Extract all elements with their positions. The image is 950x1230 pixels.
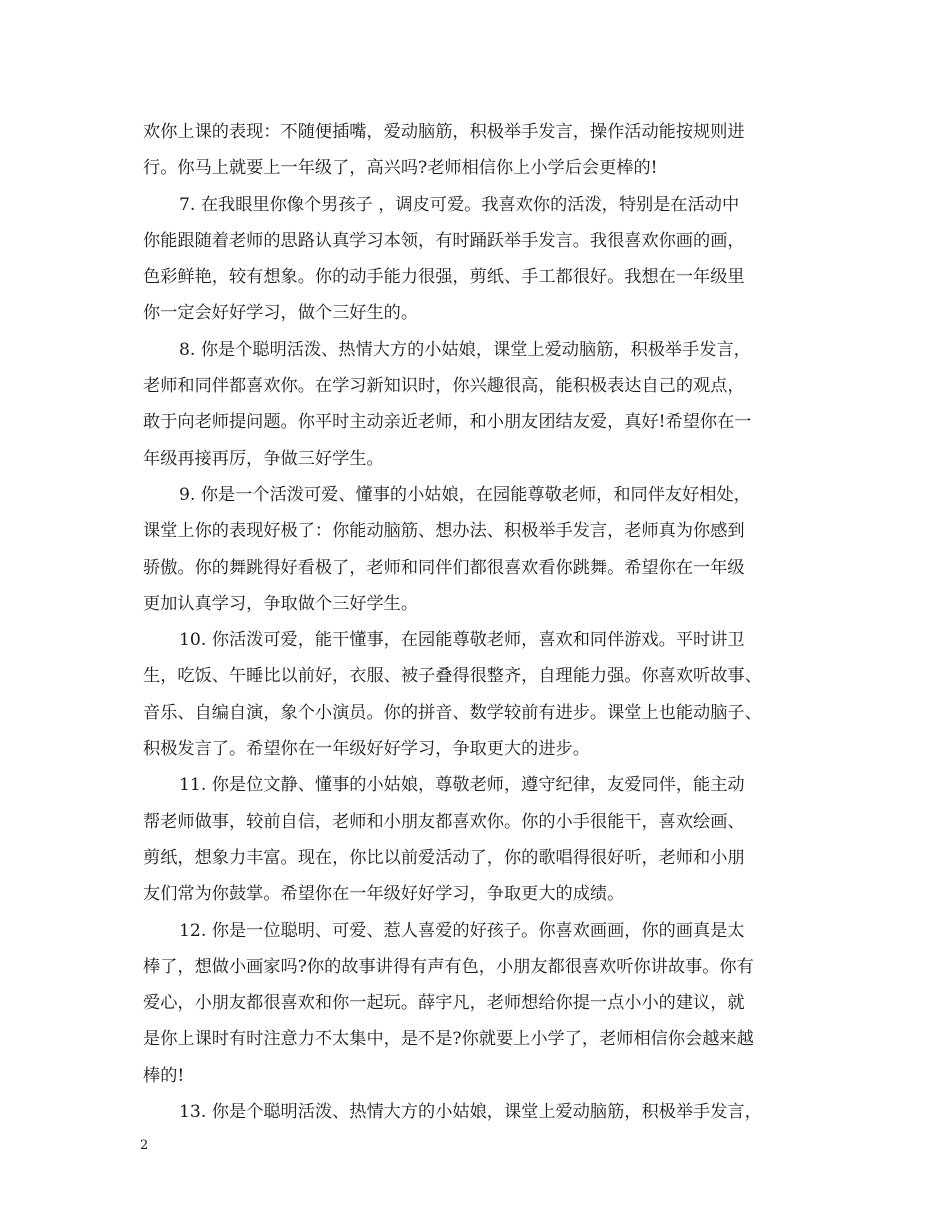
document-body bbox=[143, 114, 825, 1130]
paragraph-line: 爱心，小朋友都很喜欢和你一起玩。薛宇凡，老师想给你提一点小小的建议，就 bbox=[143, 993, 745, 1014]
paragraph-first-line: 8. 你是个聪明活泼、热情大方的小姑娘，课堂上爱动脑筋，积极举手发言， bbox=[179, 339, 751, 360]
paragraph-first-line: 12. 你是一位聪明、可爱、惹人喜爱的好孩子。你喜欢画画，你的画真是太 bbox=[179, 920, 745, 941]
paragraph-line: 年级再接再厉，争做三好学生。 bbox=[143, 448, 384, 469]
paragraph-line: 行。你马上就要上一年级了，高兴吗?老师相信你上小学后会更棒的! bbox=[143, 158, 658, 179]
paragraph-line: 是你上课时有时注意力不太集中，是不是?你就要上小学了，老师相信你会越来越 bbox=[143, 1029, 754, 1050]
paragraph-line: 课堂上你的表现好极了：你能动脑筋、想办法、积极举手发言，老师真为你感到 bbox=[143, 521, 745, 542]
page-number: 2 bbox=[140, 1138, 149, 1153]
paragraph-line: 棒了，想做小画家吗?你的故事讲得有声有色，小朋友都很喜欢听你讲故事。你有 bbox=[143, 956, 754, 977]
paragraph-line: 骄傲。你的舞跳得好看极了，老师和同伴们都很喜欢看你跳舞。希望你在一年级 bbox=[143, 557, 745, 578]
paragraph-line: 剪纸，想象力丰富。现在，你比以前爱活动了，你的歌唱得很好听，老师和小朋 bbox=[143, 847, 745, 868]
paragraph-line: 欢你上课的表现：不随便插嘴，爱动脑筋，积极举手发言，操作活动能按规则进 bbox=[143, 122, 745, 142]
paragraph-line: 生，吃饭、午睡比以前好，衣服、被子叠得很整齐，自理能力强。你喜欢听故事、 bbox=[143, 666, 762, 687]
paragraph-line: 音乐、自编自演，象个小演员。你的拼音、数学较前有进步。课堂上也能动脑子、 bbox=[143, 702, 762, 723]
paragraph-line: 帮老师做事，较前自信，老师和小朋友都喜欢你。你的小手很能干，喜欢绘画、 bbox=[143, 811, 745, 832]
paragraph-line: 老师和同伴都喜欢你。在学习新知识时，你兴趣很高，能积极表达自己的观点， bbox=[143, 376, 745, 397]
paragraph-first-line: 13. 你是个聪明活泼、热情大方的小姑娘，课堂上爱动脑筋，积极举手发言， bbox=[179, 1102, 762, 1123]
paragraph-line: 积极发言了。希望你在一年级好好学习，争取更大的进步。 bbox=[143, 739, 590, 760]
paragraph-first-line: 7. 在我眼里你像个男孩子 ，调皮可爱。我喜欢你的活泼，特别是在活动中 bbox=[179, 194, 740, 215]
paragraph-line: 友们常为你鼓掌。希望你在一年级好好学习，争取更大的成绩。 bbox=[143, 884, 625, 905]
paragraph-first-line: 11. 你是位文静、懂事的小姑娘，尊敬老师，遵守纪律，友爱同伴，能主动 bbox=[179, 775, 745, 796]
paragraph-line: 色彩鲜艳，较有想象。你的动手能力很强，剪纸、手工都很好。我想在一年级里 bbox=[143, 267, 745, 288]
paragraph-line: 更加认真学习，争取做个三好学生。 bbox=[143, 593, 419, 614]
paragraph-line: 棒的! bbox=[143, 1065, 185, 1086]
paragraph-first-line: 9. 你是一个活泼可爱、懂事的小姑娘，在园能尊敬老师，和同伴友好相处， bbox=[179, 484, 751, 505]
paragraph-line: 敢于向老师提问题。你平时主动亲近老师，和小朋友团结友爱，真好!希望你在一 bbox=[143, 412, 752, 433]
paragraph-line: 你能跟随着老师的思路认真学习本领，有时踊跃举手发言。我很喜欢你画的画， bbox=[143, 230, 745, 251]
paragraph-first-line: 10. 你活泼可爱，能干懂事，在园能尊敬老师，喜欢和同伴游戏。平时讲卫 bbox=[179, 630, 745, 651]
paragraph-line: 你一定会好好学习，做个三好生的。 bbox=[143, 303, 419, 324]
